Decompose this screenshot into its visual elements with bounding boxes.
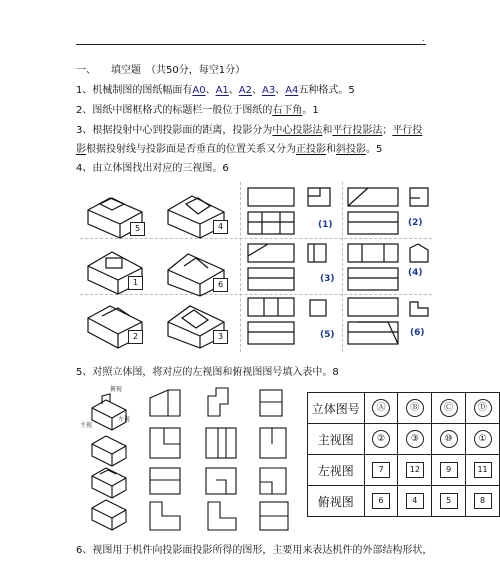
q1-answer-a2: A2 <box>238 85 252 96</box>
question-6: 6、视图用于机件向投影面投影所得的图形，主要用来表达机件的外部结构形状， <box>76 545 433 556</box>
cell-value: Ⓐ <box>372 399 390 417</box>
q3-mid: 和 <box>322 125 333 136</box>
q1-sep: 、 <box>275 85 286 96</box>
q1-sep: 、 <box>251 85 262 96</box>
table-row <box>308 486 500 517</box>
q5-view <box>206 468 236 494</box>
q3-post: 。5 <box>366 144 383 155</box>
question-3-line2 <box>76 143 382 157</box>
q5-view <box>150 502 180 530</box>
q3-answer-1: 中心投影法 <box>272 125 323 136</box>
q1-answer-a1: A1 <box>215 85 229 96</box>
cell-value: 9 <box>440 462 458 478</box>
q3-text: 3、根据投射中心到投影面的距离，投影分为 <box>76 125 273 136</box>
q4-figure-grid <box>80 182 432 352</box>
three-view-4 <box>348 244 428 290</box>
q1-answer-a4: A4 <box>285 85 299 96</box>
table-row <box>308 393 500 424</box>
q5-view <box>150 428 180 458</box>
q2-text: 2、图纸中图框格式的标题栏一般位于图纸的 <box>76 105 273 116</box>
cell-value: ② <box>372 430 390 448</box>
table-row-head: 主视图 <box>308 424 365 455</box>
q1-sep: 、 <box>205 85 216 96</box>
table-cell <box>432 486 466 517</box>
table-row-head: 左视图 <box>308 455 365 486</box>
table-cell <box>432 455 466 486</box>
cell-value: 5 <box>440 493 458 509</box>
table-cell <box>432 424 466 455</box>
q5-drawings <box>78 384 298 534</box>
q3-sep: ； <box>382 125 393 136</box>
cell-value: ① <box>474 430 492 448</box>
table-cell <box>364 424 398 455</box>
table-row-head: 立体图号 <box>308 393 365 424</box>
cell-value: Ⓑ <box>406 399 424 417</box>
header-rule <box>76 44 426 45</box>
q5-view <box>260 428 286 458</box>
q5-solid-d <box>92 500 126 530</box>
q3-answer-5: 斜投影 <box>336 144 366 155</box>
q5-view <box>150 390 180 416</box>
q5-view <box>260 468 286 494</box>
q5-view <box>208 388 228 416</box>
solid-number: 4 <box>213 220 228 234</box>
q1-text: 1、机械制图的图纸幅面有 <box>76 85 193 96</box>
table-row <box>308 424 500 455</box>
handwritten-label: 左视 <box>118 416 131 423</box>
view-label: (2) <box>408 218 423 228</box>
question-4: 4、由立体图找出对应的三视图。6 <box>76 163 229 174</box>
handwritten-label: 俯视 <box>110 386 123 393</box>
q2-answer: 右下角 <box>272 105 303 116</box>
q5-solid-b <box>92 436 126 466</box>
question-5: 5、对照立体图，将对应的左视图和俯视图图号填入表中。8 <box>76 367 339 378</box>
cell-value: Ⓓ <box>474 399 492 417</box>
cell-value: 11 <box>474 462 492 478</box>
question-1 <box>76 84 355 98</box>
table-cell <box>466 455 500 486</box>
table-cell <box>432 393 466 424</box>
table-cell <box>398 424 432 455</box>
q3-answer-3b: 影 <box>76 144 86 155</box>
cell-value: 12 <box>406 462 424 478</box>
solid-number: 6 <box>213 278 228 292</box>
q5-solid-c <box>92 468 126 498</box>
cell-value: ③ <box>406 430 424 448</box>
table-cell <box>398 393 432 424</box>
table-row-head: 俯视图 <box>308 486 365 517</box>
q1-answer-a3: A3 <box>261 85 276 96</box>
q4-drawings <box>80 182 432 352</box>
table-cell <box>364 455 398 486</box>
q3-and: 和 <box>326 144 336 155</box>
q5-view <box>260 390 282 416</box>
q1-sep: 、 <box>228 85 239 96</box>
solid-number: 5 <box>130 222 145 236</box>
question-2 <box>76 104 319 118</box>
header-mark: . <box>422 34 425 43</box>
q1-answer-a0: A0 <box>192 85 206 96</box>
view-label: (6) <box>410 328 425 338</box>
view-label: (3) <box>320 274 335 284</box>
handwritten-label: 主视 <box>80 422 93 429</box>
three-view-5 <box>248 298 326 344</box>
view-label: (1) <box>318 220 333 230</box>
three-view-3 <box>248 244 326 290</box>
solid-number: 1 <box>128 276 143 290</box>
table-row <box>308 455 500 486</box>
q5-view <box>260 502 288 530</box>
table-cell <box>398 486 432 517</box>
q5-view <box>206 428 236 458</box>
cell-value: 6 <box>372 493 390 509</box>
cell-value: 4 <box>406 493 424 509</box>
table-cell <box>398 455 432 486</box>
cell-value: Ⓒ <box>440 399 458 417</box>
q3-answer-2: 平行投影法 <box>332 125 383 136</box>
table-cell <box>466 486 500 517</box>
q3-text-2: 根据投射线与投影面是否垂直的位置关系又分为 <box>86 144 296 155</box>
view-label: (4) <box>408 268 423 278</box>
section-title: 一、 填空题 （共50分，每空1分） <box>76 65 246 76</box>
table-cell <box>466 424 500 455</box>
question-3-line1 <box>76 124 422 138</box>
cell-value: 8 <box>474 493 492 509</box>
table-cell <box>364 393 398 424</box>
view-label: (5) <box>320 330 335 340</box>
q3-answer-4: 正投影 <box>296 144 326 155</box>
q5-view <box>150 468 180 494</box>
solid-number: 2 <box>128 330 143 344</box>
q2-post: 。1 <box>302 105 319 116</box>
q5-solid-a <box>92 394 126 430</box>
q5-view <box>208 502 236 530</box>
solid-number: 3 <box>213 330 228 344</box>
answer-table <box>307 392 500 517</box>
table-cell <box>466 393 500 424</box>
q3-answer-3a: 平行投 <box>392 125 423 136</box>
table-cell <box>364 486 398 517</box>
cell-value: ⑩ <box>440 430 458 448</box>
cell-value: 7 <box>372 462 390 478</box>
q1-post: 五种格式。5 <box>298 85 355 96</box>
